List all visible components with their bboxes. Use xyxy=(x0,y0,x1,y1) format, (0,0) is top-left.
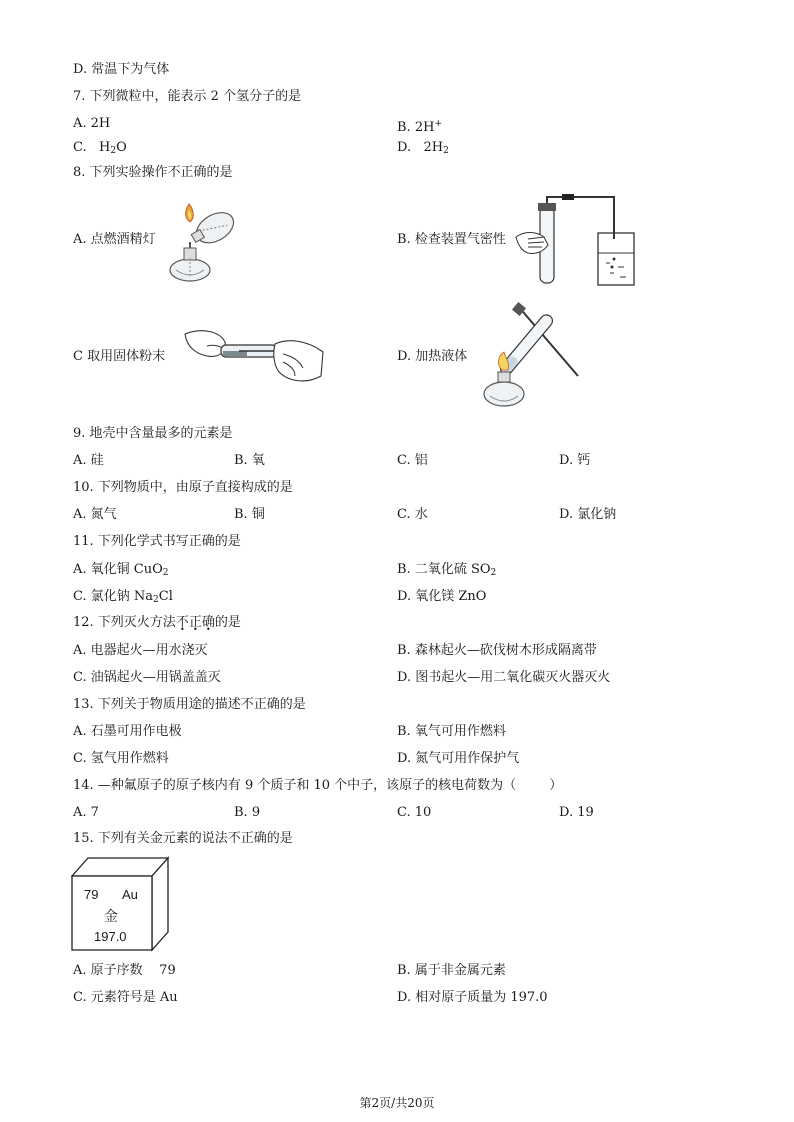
q8-stem: 8. 下列实验操作不正确的是 xyxy=(73,165,233,180)
q7-stem: 7. 下列微粒中，能表示 2 个氢分子的是 xyxy=(73,89,302,104)
q7-option-d: D. $2H_2$ xyxy=(397,140,449,156)
q7-option-b: B. 2H+ xyxy=(397,119,442,135)
q15-option-c: C. 元素符号是 Au xyxy=(73,990,178,1005)
q14-option-b: B. 9 xyxy=(234,805,261,820)
q13-stem: 13. 下列关于物质用途的描述不正确的是 xyxy=(73,697,306,712)
q10-option-b: B. 铜 xyxy=(234,507,265,522)
q7-option-a: A. 2H xyxy=(73,116,111,131)
airtightness-check-figure xyxy=(514,193,640,291)
q10-option-d: D. 氯化钠 xyxy=(559,507,617,522)
q14-option-a: A. 7 xyxy=(73,805,99,820)
q14-option-d: D. 19 xyxy=(559,805,594,820)
q10-option-c: C. 水 xyxy=(397,507,428,522)
q6-option-d: D. 常温下为气体 xyxy=(73,62,170,77)
element-name: 金 xyxy=(104,909,118,925)
q12-option-a: A. 电器起火—用水浇灭 xyxy=(73,643,208,658)
q9-option-a: A. 硅 xyxy=(73,453,104,468)
q12-option-b: B. 森林起火—砍伐树木形成隔离带 xyxy=(397,643,597,658)
q8-option-d: D. 加热液体 xyxy=(397,349,468,364)
q11-option-d: D. 氧化镁 ZnO xyxy=(397,589,487,604)
q8-option-a: A. 点燃酒精灯 xyxy=(73,232,156,247)
heating-liquid-figure xyxy=(474,300,586,416)
alcohol-lamp-lighting-figure xyxy=(162,196,244,286)
element-symbol: Au xyxy=(122,887,138,902)
q12-stem: 12. 下列灭火方法不正确的是 xyxy=(73,615,241,630)
q11-option-b: B. 二氧化硫 $SO_2$ xyxy=(397,562,497,578)
q10-stem: 10. 下列物质中，由原子直接构成的是 xyxy=(73,480,293,495)
q12-option-c: C. 油锅起火—用锅盖盖灭 xyxy=(73,670,221,685)
q13-option-b: B. 氧气可用作燃料 xyxy=(397,724,506,739)
q15-stem: 15. 下列有关金元素的说法不正确的是 xyxy=(73,831,293,846)
q15-option-d: D. 相对原子质量为 197.0 xyxy=(397,990,548,1005)
q11-option-a: A. 氧化铜 CuO$_2$ xyxy=(73,562,169,578)
q13-option-d: D. 氮气可用作保护气 xyxy=(397,751,520,766)
q14-stem: 14. —种氟原子的原子核内有 9 个质子和 10 个中子，该原子的核电荷数为（ ） xyxy=(73,778,563,793)
q8-option-b: B. 检查装置气密性 xyxy=(397,232,506,247)
q9-option-c: C. 铝 xyxy=(397,453,428,468)
atomic-mass: 197.0 xyxy=(94,929,127,944)
q9-option-d: D. 钙 xyxy=(559,453,591,468)
q14-option-c: C. 10 xyxy=(397,805,432,820)
q13-option-a: A. 石墨可用作电极 xyxy=(73,724,182,739)
q10-option-a: A. 氮气 xyxy=(73,507,117,522)
atomic-number: 79 xyxy=(84,887,99,902)
page-footer: 第2页/共20页 xyxy=(359,1096,435,1110)
solid-powder-figure xyxy=(183,324,327,388)
q9-option-b: B. 氧 xyxy=(234,453,265,468)
q13-option-c: C. 氢气用作燃料 xyxy=(73,751,169,766)
q7-option-c: C. $H_2O$ xyxy=(73,140,127,156)
q8-option-c: C 取用固体粉末 xyxy=(73,349,166,364)
q11-stem: 11. 下列化学式书写正确的是 xyxy=(73,534,241,549)
q12-option-d: D. 图书起火—用二氧化碳灭火器灭火 xyxy=(397,670,611,685)
gold-element-cell xyxy=(70,856,170,952)
q15-option-b: B. 属于非金属元素 xyxy=(397,963,506,978)
q11-option-c: C. 氯化钠 $Na_2Cl$ xyxy=(73,589,173,605)
q9-stem: 9. 地壳中含量最多的元素是 xyxy=(73,426,233,441)
q15-option-a: A. 原子序数 79 xyxy=(73,963,176,978)
